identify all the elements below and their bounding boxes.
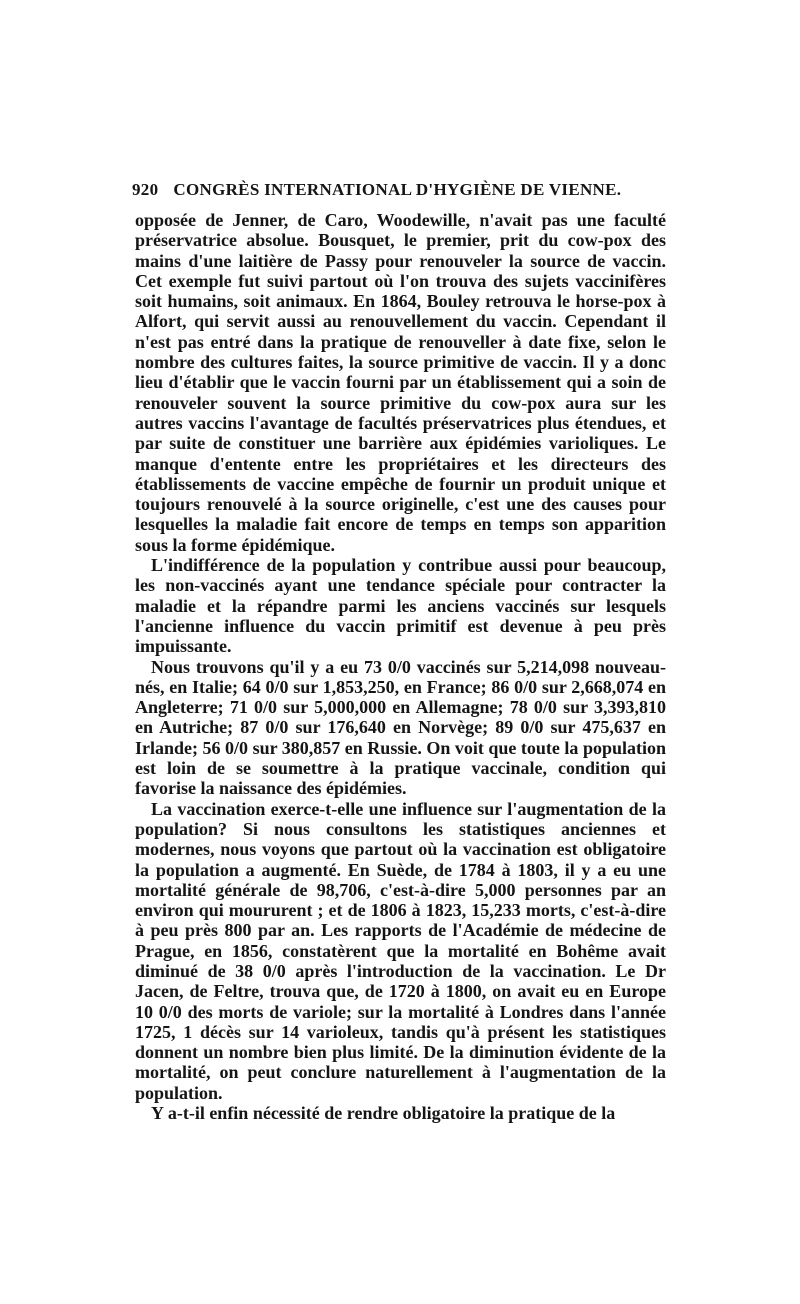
page-number: 920 bbox=[132, 180, 159, 199]
paragraph-5: Y a-t-il enfin nécessité de rendre obligatoire la pratique de la bbox=[151, 1103, 616, 1124]
paragraph-4: La vaccination exerce-t-elle une influence sur l'augmentation de la population? Si nous consultons les statistiques anciennes et modernes, nous voyons que partout où la vaccination est obligatoire la population a augmenté. En Suède, de 1784 à 1803, il y a eu une mortalité générale de 98,706, c'est-à-dire 5,000 personnes par an environ qui moururent ; et de 1806 à 1823, 15,233 morts, c'est-à-dire à peu près 800 par an. Les rapports de l'Académie de médecine de Prague, en 1856, constatèrent que la mortalité en Bohême avait diminué de 38 0/0 après l'introduction de la vaccination. Le Dr Jacen, de Feltre, trouva que, de 1720 à 1800, on avait eu en Europe 10 0/0 des morts de variole; sur la mortalité à Londres dans l'année 1725, 1 décès sur 14 varioleux, tandis qu'à présent les statistiques donnent un nombre bien plus limité. De la diminution évidente de la mortalité, on peut conclure naturellement à l'augmentation de la population. bbox=[135, 798, 666, 1103]
body-text bbox=[135, 210, 666, 1123]
page-header bbox=[132, 180, 666, 200]
paragraph-3: Nous trouvons qu'il y a eu 73 0/0 vaccinés sur 5,214,098 nouveau-nés, en Italie; 64 0/0 sur 1,853,250, en France; 86 0/0 sur 2,668,074 en Angleterre; 71 0/0 sur 5,000,000 en Allemagne; 78 0/0 sur 3,393,810 en Autriche; 87 0/0 sur 176,640 en Norvège; 89 0/0 sur 475,637 en Irlande; 56 0/0 sur 380,857 en Russie. On voit que toute la population est loin de se soumettre à la pratique vaccinale, condition qui favorise la naissance des épidémies. bbox=[135, 656, 666, 799]
paragraph-1: opposée de Jenner, de Caro, Woodewille, n'avait pas une faculté préservatrice absolue. Bousquet, le premier, prit du cow-pox des mains d'une laitière de Passy pour renouveler la source de vaccin. Cet exemple fut suivi partout où l'on trouva des sujets vaccinifères soit humains, soit animaux. En 1864, Bouley retrouva le horse-pox à Alfort, qui servit aussi au renouvellement du vaccin. Cependant il n'est pas entré dans la pratique de renouveller à date fixe, selon le nombre des cultures faites, la source primitive de vaccin. Il y a donc lieu d'établir que le vaccin fourni par un établissement qui a soin de renouveler souvent la source primitive du cow-pox aura sur les autres vaccins l'avantage de facultés préservatrices plus étendues, et par suite de constituer une barrière aux épidémies varioliques. Le manque d'entente entre les propriétaires et les directeurs des établissements de vaccine empêche de fournir un produit unique et toujours renouvelé à la source originelle, c'est une des causes pour lesquelles la maladie fait encore de temps en temps son apparition sous la forme épidémique. bbox=[135, 210, 666, 555]
paragraph-2: L'indifférence de la population y contribue aussi pour beaucoup, les non-vaccinés ayant une tendance spéciale pour contracter la maladie et la répandre parmi les anciens vaccinés sur lesquels l'ancienne influence du vaccin primitif est devenue à peu près impuissante. bbox=[135, 555, 666, 657]
running-title: CONGRÈS INTERNATIONAL D'HYGIÈNE DE VIENNE. bbox=[173, 180, 622, 199]
book-page bbox=[132, 180, 666, 1124]
